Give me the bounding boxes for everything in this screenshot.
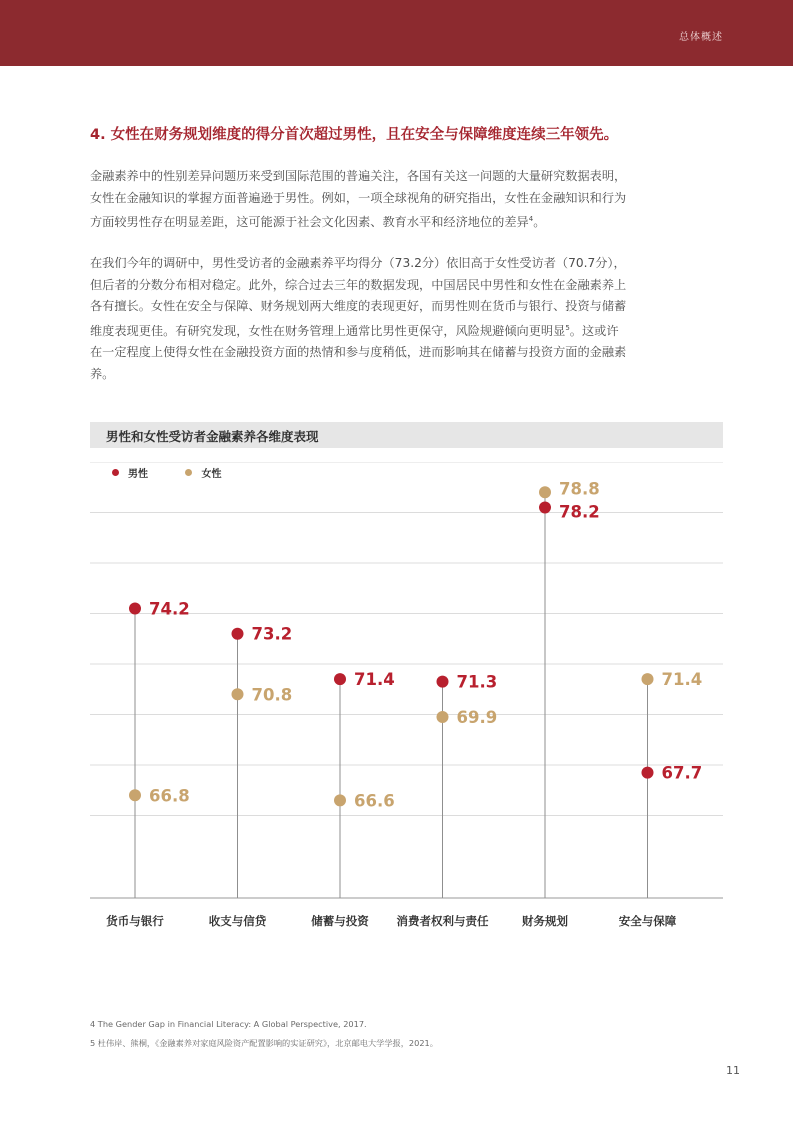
female-point [437, 711, 449, 723]
section-heading: 4. 女性在财务规划维度的得分首次超过男性，且在安全与保障维度连续三年领先。 [90, 127, 619, 143]
category-label: 储蓄与投资 [311, 914, 369, 928]
legend-label-female: 女性 [201, 469, 222, 480]
paragraph-2-line: 在一定程度上使得女性在金融投资方面的热情和参与度稍低，进而影响其在储蓄与投资方面的金融素 [90, 345, 627, 360]
paragraph-1-line: 女性在金融知识的掌握方面普遍逊于男性。例如，一项全球视角的研究指出，女性在金融知识和行为 [90, 190, 627, 205]
paragraph-2-line: 但后者的分数分布相对稳定。此外，综合过去三年的数据发现，中国居民中男性和女性在金融素养上 [90, 277, 627, 292]
paragraph-2-after-ref: 。这或许 [569, 323, 619, 338]
paragraph-2-line: 各有擅长。女性在安全与保障、财务规划两大维度的表现更好，而男性则在货币与银行、投资与储蓄 [90, 299, 627, 313]
female-point [129, 789, 141, 801]
chart-title-bar [90, 422, 723, 448]
male-point [232, 628, 244, 640]
female-value-label: 66.8 [149, 786, 190, 806]
female-point [334, 794, 346, 806]
male-point [642, 767, 654, 779]
legend-label-male: 男性 [128, 469, 148, 480]
header-section-title: 总体概述 [679, 32, 723, 43]
female-value-label: 78.8 [559, 479, 600, 499]
footnote-ref: 5 [565, 323, 570, 332]
female-point [642, 673, 654, 685]
footnote-ref: 4 [528, 215, 534, 223]
paragraph-2-line: 在我们今年的调研中，男性受访者的金融素养平均得分（73.2分）依旧高于女性受访者（70.7分）， [90, 256, 626, 270]
female-value-label: 70.8 [251, 685, 293, 705]
header-bar [0, 0, 793, 66]
category-label: 货币与银行 [106, 914, 164, 928]
male-value-label: 71.4 [354, 670, 395, 690]
female-point [232, 688, 244, 700]
paragraph-2 [90, 253, 730, 385]
male-point [334, 673, 346, 685]
male-value-label: 73.2 [251, 624, 293, 644]
male-value-label: 78.2 [559, 502, 600, 522]
category-label: 收支与信贷 [208, 914, 267, 928]
female-value-label: 71.4 [661, 670, 703, 690]
page-number: 11 [726, 1064, 740, 1077]
footnote-4: 4 The Gender Gap in Financial Literacy: A Global Perspective, 2017. [90, 1019, 367, 1029]
category-label: 安全与保障 [618, 914, 677, 928]
male-value-label: 67.7 [661, 763, 703, 783]
paragraph-2-line: 维度表现更佳。有研究发现，女性在财务管理上通常比男性更保守，风险规避倾向更明显 [90, 323, 566, 338]
male-point [539, 501, 551, 513]
dumbbell-chart [90, 462, 730, 942]
paragraph-1-line: 金融素养中的性别差异问题历来受到国际范围的普遍关注，各国有关这一问题的大量研究数据表明， [90, 169, 627, 183]
footnote-5: 5 杜伟岸、熊桐，《金融素养对家庭风险资产配置影响的实证研究》，北京邮电大学学报，2021。 [90, 1038, 438, 1048]
female-value-label: 66.6 [354, 791, 395, 811]
male-point [129, 602, 141, 614]
paragraph-1-end: 。 [533, 215, 546, 230]
paragraph-1-line: 方面较男性存在明显差距，这可能源于社会文化因素、教育水平和经济地位的差异 [90, 215, 529, 230]
category-label: 财务规划 [522, 914, 568, 928]
paragraph-1 [90, 166, 730, 234]
category-label: 消费者权利与责任 [396, 914, 489, 928]
male-value-label: 74.2 [149, 599, 190, 619]
chart-title: 男性和女性受访者金融素养各维度表现 [106, 429, 319, 444]
male-point [437, 676, 449, 688]
female-value-label: 69.9 [456, 708, 498, 728]
paragraph-2-line: 养。 [90, 366, 115, 381]
male-value-label: 71.3 [456, 672, 498, 692]
female-point [539, 486, 551, 498]
